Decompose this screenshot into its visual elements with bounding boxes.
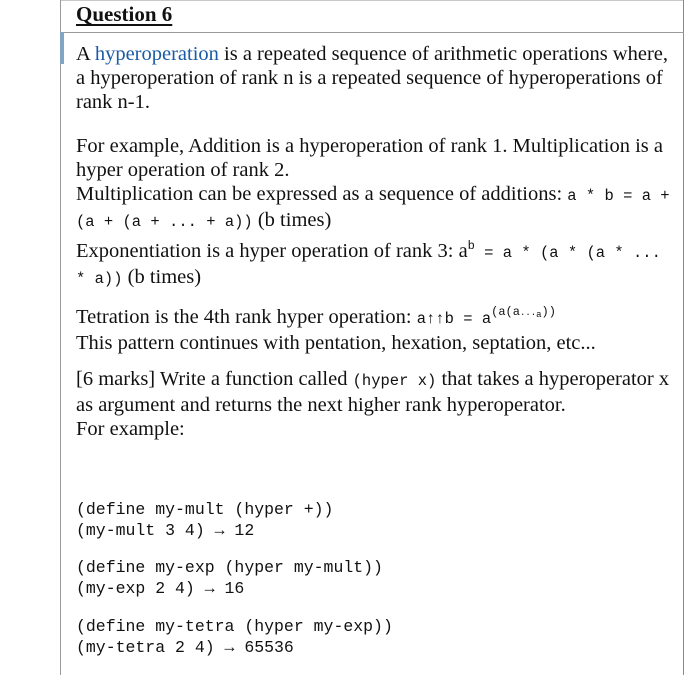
- multiplication-text: Multiplication can be expressed as a sequence of additions:: [76, 183, 568, 205]
- multiplication-suffix: (b times): [252, 209, 332, 231]
- intro-prefix: A: [76, 43, 95, 65]
- accent-bar: [60, 32, 64, 64]
- intro-paragraph: [76, 42, 676, 114]
- task-marks: [6 marks] Write a function called: [76, 368, 353, 390]
- task-description: that takes a hyperoperator x as argument and returns the next higher rank hyperoperator.: [76, 368, 670, 416]
- code-example-tetra: [76, 616, 676, 658]
- code-define-line: (define my-tetra (hyper my-exp)): [76, 617, 393, 636]
- exponentiation-code: = a * (a * (a * ... * a)): [76, 244, 661, 288]
- question-title: Question 6: [76, 2, 173, 26]
- tetration-code: a↑↑b = a: [416, 310, 492, 328]
- tetration-paragraph: [76, 300, 676, 355]
- code-example-exp: [76, 557, 676, 599]
- code-define-line: (define my-exp (hyper my-mult)): [76, 558, 383, 577]
- intro-rest: is a repeated sequence of arithmetic operations where, a hyperoperation of rank n is a repeated sequence of hyperoperations of rank n-1.: [76, 43, 668, 113]
- top-border: [60, 0, 684, 1]
- title-divider: [60, 32, 684, 33]
- rank-description: For example, Addition is a hyperoperation of rank 1. Multiplication is a hyper operation of rank 2.: [76, 135, 663, 181]
- hyper-function-code: (hyper x): [352, 372, 437, 390]
- pattern-text: This pattern continues with pentation, hexation, septation, etc...: [76, 332, 596, 354]
- right-border: [683, 0, 684, 675]
- exponent-b: b: [467, 239, 475, 253]
- task-paragraph: [76, 367, 676, 441]
- exponentiation-text: Exponentiation is a hyper operation of rank 3: a: [76, 240, 468, 262]
- code-define-line: (define my-mult (hyper +)): [76, 500, 334, 519]
- tetration-inner-exponent: ···a: [519, 310, 542, 320]
- code-call-line: (my-exp 2 4) → 16: [76, 579, 245, 598]
- code-call-line: (my-mult 3 4) → 12: [76, 521, 255, 540]
- example-paragraph: [76, 134, 676, 291]
- code-example-mult: [76, 499, 676, 541]
- tetration-text: Tetration is the 4th rank hyper operation:: [76, 306, 417, 328]
- hyperoperation-term: hyperoperation: [94, 43, 219, 65]
- code-call-line: (my-tetra 2 4) → 65536: [76, 638, 294, 657]
- tetration-exponent: (a(a: [491, 305, 520, 319]
- example-label: For example:: [76, 418, 185, 440]
- tetration-close: )): [541, 305, 556, 319]
- left-border: [60, 0, 61, 675]
- exponentiation-suffix: (b times): [122, 266, 202, 288]
- multiplication-code: a * b = a + (a + (a + ... + a)): [76, 187, 670, 231]
